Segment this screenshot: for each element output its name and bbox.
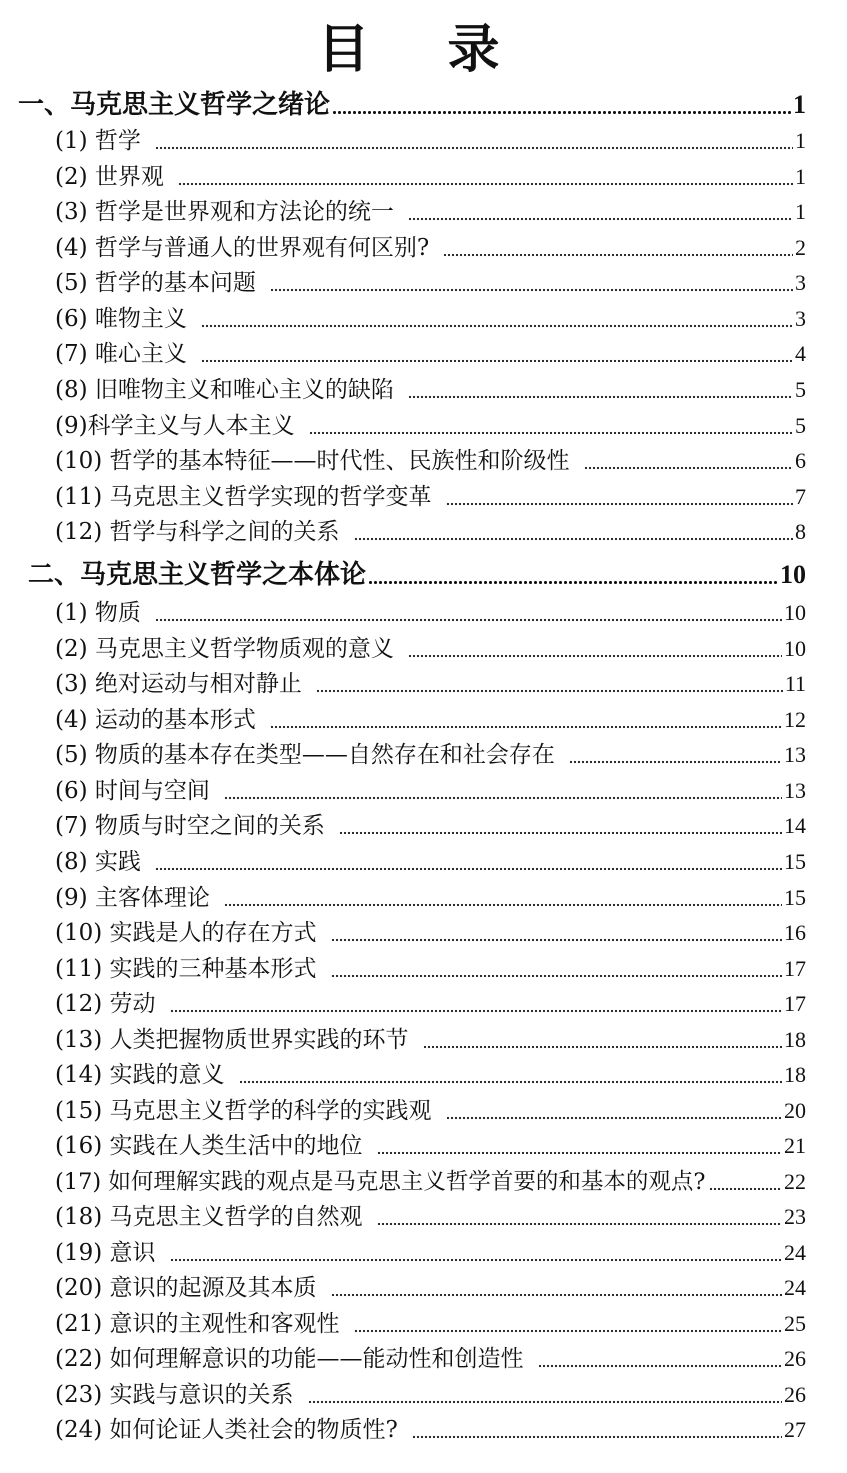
toc-entry-label: (7) 物质与时空之间的关系 (55, 813, 325, 839)
toc-page-number: 7 (795, 484, 806, 509)
toc-page-number: 8 (795, 519, 806, 544)
toc-page-number: 11 (784, 671, 806, 696)
dot-leader (377, 1151, 782, 1155)
dot-leader (408, 395, 793, 399)
toc-page-number: 13 (784, 742, 806, 767)
dot-leader (178, 182, 793, 186)
toc-entry[interactable] (55, 197, 806, 227)
toc-page-number: 10 (784, 600, 806, 625)
toc-entry-label: (13) 人类把握物质世界实践的环节 (55, 1027, 409, 1053)
dot-leader (170, 1258, 782, 1262)
dot-leader (332, 110, 791, 115)
toc-page-number: 18 (784, 1027, 806, 1052)
toc-entry-label: (16) 实践在人类生活中的地位 (55, 1133, 363, 1159)
toc-page-number: 15 (784, 885, 806, 910)
dot-leader (423, 1045, 782, 1049)
toc-entry-label: (10) 实践是人的存在方式 (55, 920, 317, 946)
toc-page-number: 23 (784, 1204, 806, 1229)
dot-leader (443, 253, 793, 257)
dot-leader (368, 580, 778, 585)
toc-entry-label: (6) 时间与空间 (55, 778, 210, 804)
dot-leader (408, 654, 782, 658)
toc-entry-label: (17) 如何理解实践的观点是马克思主义哲学首要的和基本的观点? (55, 1169, 706, 1195)
toc-section-title: 二、马克思主义哲学之本体论 (28, 560, 367, 590)
dot-leader (224, 903, 782, 907)
toc-entry-label: (21) 意识的主观性和客观性 (55, 1311, 340, 1337)
toc-entry[interactable] (55, 1025, 806, 1055)
toc-page-number: 27 (784, 1417, 806, 1442)
toc-page-number: 3 (795, 270, 806, 295)
toc-entry[interactable] (55, 411, 806, 441)
toc-page-number: 3 (795, 306, 806, 331)
dot-leader (412, 1435, 782, 1439)
dot-leader (709, 1187, 782, 1191)
toc-page-number: 18 (784, 1062, 806, 1087)
toc-entry[interactable] (55, 1096, 806, 1126)
toc-entry-label: (5) 哲学的基本问题 (55, 270, 256, 296)
toc-page-number: 25 (784, 1311, 806, 1336)
toc-entry[interactable] (55, 1380, 806, 1410)
toc-page-number: 6 (795, 448, 806, 473)
toc-entry-label: (6) 唯物主义 (55, 306, 187, 332)
toc-page-number: 1 (795, 164, 806, 189)
toc-entry-label: (8) 实践 (55, 849, 141, 875)
dot-leader (331, 938, 782, 942)
toc-page-number: 1 (793, 90, 806, 119)
dot-leader (201, 359, 793, 363)
toc-entry[interactable] (55, 705, 806, 735)
toc-entry[interactable] (55, 776, 806, 806)
dot-leader (224, 796, 782, 800)
dot-leader (239, 1080, 782, 1084)
toc-entry[interactable] (55, 268, 806, 298)
toc-entry[interactable] (55, 1202, 806, 1232)
dot-leader (270, 725, 782, 729)
toc-section-heading[interactable] (28, 558, 806, 592)
dot-leader (309, 431, 793, 435)
toc-entry-label: (22) 如何理解意识的功能——能动性和创造性 (55, 1346, 524, 1372)
toc-entry-label: (20) 意识的起源及其本质 (55, 1275, 317, 1301)
toc-entry-label: (11) 马克思主义哲学实现的哲学变革 (55, 484, 432, 510)
dot-leader (170, 1009, 782, 1013)
toc-entry-label: (9)科学主义与人本主义 (55, 413, 295, 439)
toc-entry[interactable] (55, 740, 806, 770)
toc-page-number: 22 (784, 1169, 806, 1194)
dot-leader (331, 974, 782, 978)
dot-leader (270, 288, 793, 292)
toc-entry-label: (12) 劳动 (55, 991, 156, 1017)
dot-leader (584, 466, 793, 470)
toc-page-number: 26 (784, 1346, 806, 1371)
dot-leader (538, 1364, 782, 1368)
dot-leader (569, 760, 782, 764)
toc-entry[interactable] (55, 1060, 806, 1090)
toc-entry-label: (24) 如何论证人类社会的物质性? (55, 1417, 398, 1443)
toc-entry[interactable] (55, 669, 806, 699)
toc-entry[interactable] (55, 304, 806, 334)
dot-leader (155, 867, 782, 871)
toc-page-number: 4 (795, 341, 806, 366)
toc-page-number: 21 (784, 1133, 806, 1158)
toc-entry[interactable] (55, 1415, 806, 1445)
toc-page-number: 5 (795, 413, 806, 438)
page-title: 目 录 (317, 20, 530, 80)
toc-entry[interactable] (55, 883, 806, 913)
toc-page-number: 15 (784, 849, 806, 874)
toc-section-heading[interactable] (18, 88, 806, 122)
toc-entry[interactable] (55, 847, 806, 877)
dot-leader (354, 537, 793, 541)
dot-leader (155, 146, 793, 150)
dot-leader (446, 1116, 782, 1120)
toc-page-number: 17 (784, 991, 806, 1016)
toc-entry-label: (3) 哲学是世界观和方法论的统一 (55, 199, 394, 225)
toc-entry[interactable] (55, 1344, 806, 1374)
dot-leader (201, 324, 793, 328)
toc-entry-label: (12) 哲学与科学之间的关系 (55, 519, 340, 545)
toc-entry[interactable] (55, 233, 806, 263)
toc-entry-label: (4) 运动的基本形式 (55, 707, 256, 733)
toc-entry[interactable] (55, 162, 806, 192)
toc-page-number: 14 (784, 813, 806, 838)
toc-entry[interactable] (55, 1167, 806, 1197)
toc-entry-label: (2) 世界观 (55, 164, 164, 190)
toc-entry[interactable] (55, 634, 806, 664)
toc-entry-label: (14) 实践的意义 (55, 1062, 225, 1088)
toc-entry[interactable] (55, 1309, 806, 1339)
toc-entry-label: (2) 马克思主义哲学物质观的意义 (55, 636, 394, 662)
toc-entry-label: (11) 实践的三种基本形式 (55, 956, 317, 982)
toc-entry-label: (5) 物质的基本存在类型——自然存在和社会存在 (55, 742, 555, 768)
toc-page-number: 13 (784, 778, 806, 803)
toc-entry-label: (23) 实践与意识的关系 (55, 1382, 294, 1408)
toc-entry[interactable] (55, 918, 806, 948)
dot-leader (155, 618, 782, 622)
dot-leader (377, 1222, 782, 1226)
toc-entry-label: (7) 唯心主义 (55, 341, 187, 367)
dot-leader (408, 217, 793, 221)
toc-entry-label: (18) 马克思主义哲学的自然观 (55, 1204, 363, 1230)
toc-page-number: 10 (784, 636, 806, 661)
toc-entry-label: (9) 主客体理论 (55, 885, 210, 911)
toc-page-number: 5 (795, 377, 806, 402)
toc-entry[interactable] (55, 126, 806, 156)
dot-leader (354, 1329, 782, 1333)
toc-page-number: 10 (780, 560, 806, 589)
toc-entry[interactable] (55, 1131, 806, 1161)
toc-entry-label: (1) 物质 (55, 600, 141, 626)
toc-entry-label: (10) 哲学的基本特征——时代性、民族性和阶级性 (55, 448, 570, 474)
toc-entry[interactable] (55, 954, 806, 984)
toc-entry[interactable] (55, 811, 806, 841)
toc-page-number: 12 (784, 707, 806, 732)
toc-entry-label: (15) 马克思主义哲学的科学的实践观 (55, 1098, 432, 1124)
dot-leader (446, 502, 793, 506)
dot-leader (308, 1400, 782, 1404)
toc-entry[interactable] (55, 482, 806, 512)
toc-entry[interactable] (55, 1273, 806, 1303)
toc-entry-label: (1) 哲学 (55, 128, 141, 154)
toc-entry-label: (3) 绝对运动与相对静止 (55, 671, 302, 697)
toc-entry-label: (19) 意识 (55, 1240, 156, 1266)
toc-section-title: 一、马克思主义哲学之绪论 (18, 90, 331, 120)
toc-page-number: 26 (784, 1382, 806, 1407)
toc-page-number: 24 (784, 1240, 806, 1265)
toc-entry[interactable] (55, 517, 806, 547)
toc-entry[interactable] (55, 339, 806, 369)
dot-leader (316, 689, 783, 693)
toc-entry[interactable] (55, 1238, 806, 1268)
toc-entry-label: (4) 哲学与普通人的世界观有何区别? (55, 235, 430, 261)
toc-page-number: 16 (784, 920, 806, 945)
toc-page-number: 20 (784, 1098, 806, 1123)
toc-page-number: 1 (795, 199, 806, 224)
toc-entry-label: (8) 旧唯物主义和唯心主义的缺陷 (55, 377, 394, 403)
toc-entry[interactable] (55, 446, 806, 476)
dot-leader (339, 831, 782, 835)
dot-leader (331, 1293, 782, 1297)
toc-page-number: 1 (795, 128, 806, 153)
toc-page-number: 2 (795, 235, 806, 260)
toc-entry[interactable] (55, 989, 806, 1019)
toc-page-number: 24 (784, 1275, 806, 1300)
toc-page-number: 17 (784, 956, 806, 981)
toc-entry[interactable] (55, 598, 806, 628)
toc-entry[interactable] (55, 375, 806, 405)
